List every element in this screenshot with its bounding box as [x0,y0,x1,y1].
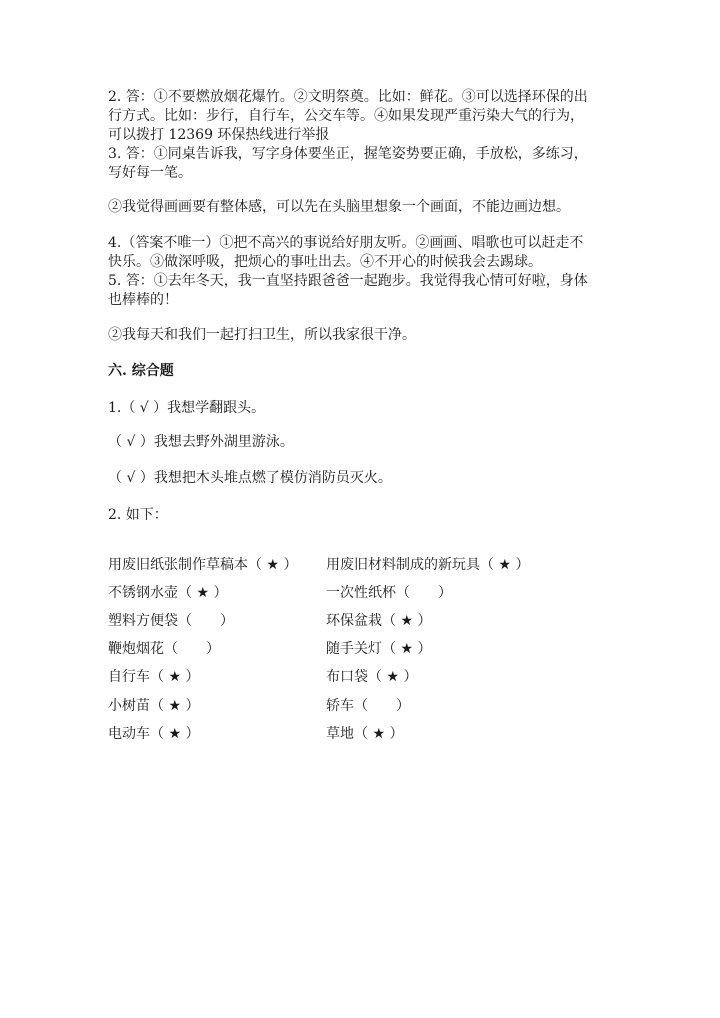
grid-left-item-5: 自行车（ ★ ） [108,669,200,685]
answer-5-line-2: 也棒棒的！ [108,292,178,308]
grid-right-item-1: 用废旧材料制成的新玩具（ ★ ） [326,557,530,573]
grid-right-item-5: 布口袋（ ★ ） [326,669,418,685]
answer-2-line-3: 可以拨打 12369 环保热线进行举报 [108,127,330,143]
q1-item-2: （ √ ）我想去野外湖里游泳。 [108,434,294,450]
answer-4-line-1: 4.（答案不唯一）①把不高兴的事说给好朋友听。②画画、唱歌也可以赶走不 [108,235,584,251]
grid-right-item-2: 一次性纸杯（ ） [326,585,452,601]
grid-right-item-7: 草地（ ★ ） [326,726,404,742]
answer-4-line-2: 快乐。③做深呼吸，把烦心的事吐出去。④不开心的时候我会去踢球。 [108,254,542,270]
grid-left-item-2: 不锈钢水壶（ ★ ） [108,585,228,601]
grid-left-item-7: 电动车（ ★ ） [108,726,200,742]
q2-intro: 2. 如下： [108,507,168,523]
grid-left-item-3: 塑料方便袋（ ） [108,613,234,629]
section-6-title: 六. 综合题 [108,363,174,379]
grid-left-item-1: 用废旧纸张制作草稿本（ ★ ） [108,557,298,573]
answer-3-part-2: ②我觉得画画要有整体感，可以先在头脑里想象一个画面，不能边画边想。 [108,199,570,215]
answer-2-line-1: 2. 答：①不要燃放烟花爆竹。②文明祭奠。比如：鲜花。③可以选择环保的出 [108,89,588,105]
q1-item-3: （ √ ）我想把木头堆点燃了模仿消防员灭火。 [108,470,392,486]
grid-right-item-4: 随手关灯（ ★ ） [326,641,432,657]
answer-3-line-2: 写好每一笔。 [108,165,192,181]
answer-3-line-1: 3. 答：①同桌告诉我，写字身体要坐正，握笔姿势要正确，手放松，多练习， [108,146,588,162]
answer-2-line-2: 行方式。比如：步行，自行车，公交车等。④如果发现严重污染大气的行为， [108,108,584,124]
grid-left-item-6: 小树苗（ ★ ） [108,698,200,714]
grid-right-item-6: 轿车（ ） [326,698,410,714]
answer-5-part-2: ②我每天和我们一起打扫卫生，所以我家很干净。 [108,327,416,343]
grid-right-item-3: 环保盆栽（ ★ ） [326,613,432,629]
answer-5-line-1: 5. 答：①去年冬天，我一直坚持跟爸爸一起跑步。我觉得我心情可好啦，身体 [108,273,588,289]
grid-left-item-4: 鞭炮烟花（ ） [108,641,220,657]
q1-item-1: 1.（ √ ）我想学翻跟头。 [108,400,266,416]
